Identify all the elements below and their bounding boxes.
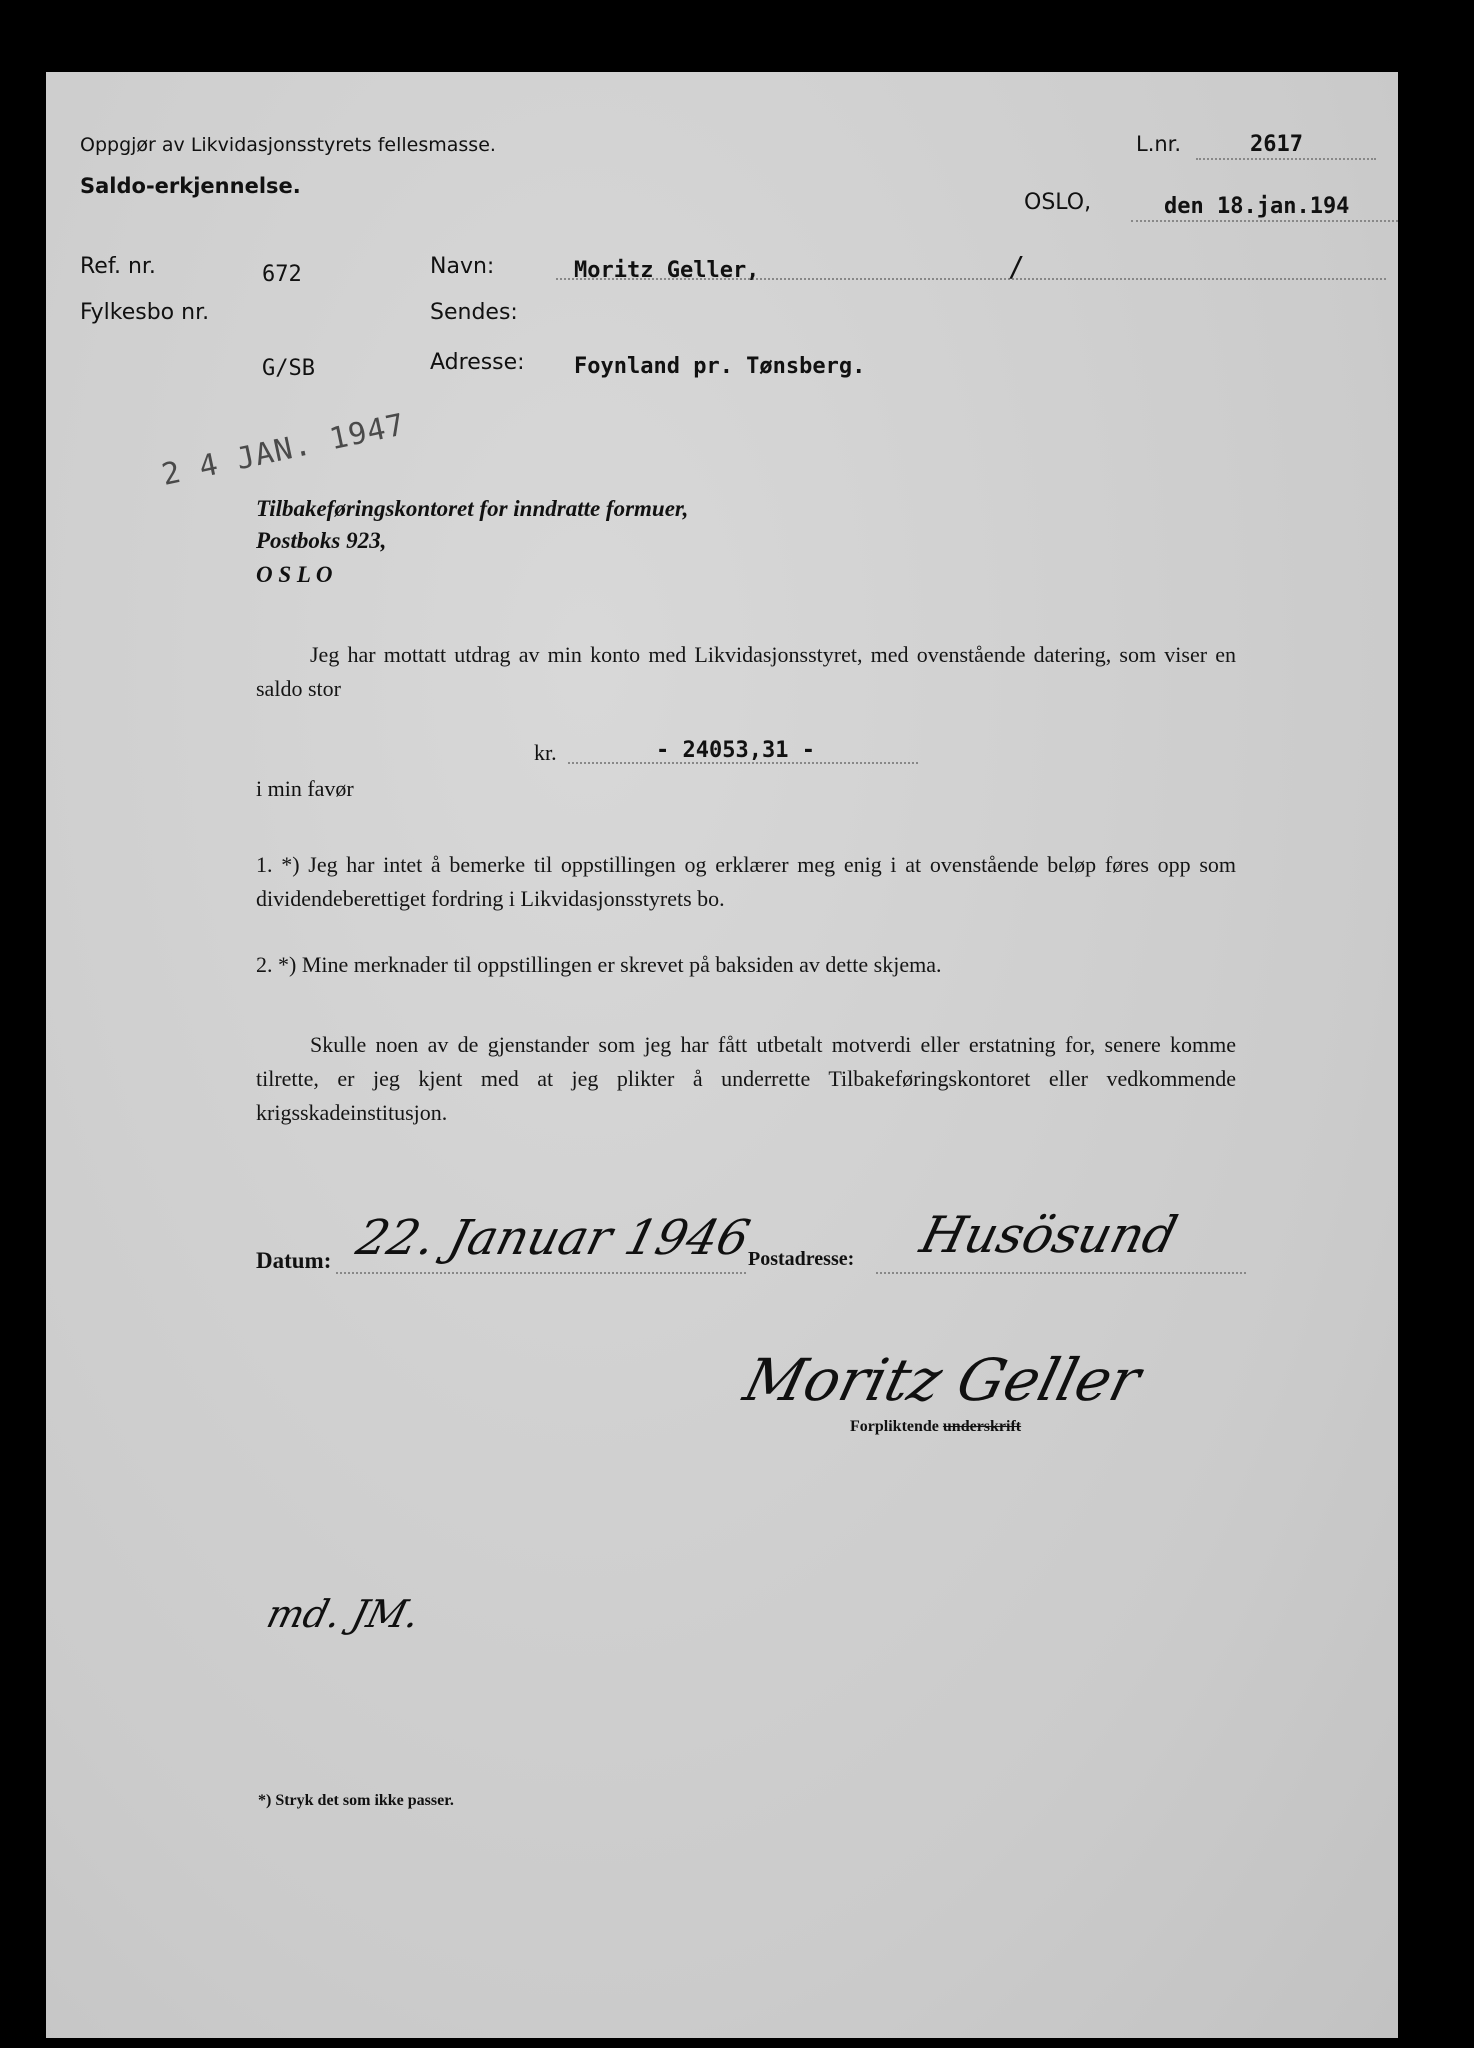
city-label: OSLO, — [1024, 190, 1092, 215]
form-subtitle: Saldo-erkjennelse. — [80, 174, 301, 198]
footnote: *) Stryk det som ikke passer. — [258, 1792, 454, 1809]
postadresse-label: Postadresse: — [748, 1248, 855, 1270]
option-2-paragraph: 2. *) Mine merknader til oppstillingen er skrevet på baksiden av dette skjema. — [256, 952, 942, 977]
signature-caption-forpliktende: Forpliktende — [850, 1418, 943, 1435]
addressee-line2: Postboks 923, — [256, 528, 387, 553]
amount-currency-label: kr. — [534, 740, 557, 765]
adresse-value: Foynland pr. Tønsberg. — [574, 354, 866, 379]
navn-value: Moritz Geller, — [574, 258, 760, 283]
amount-value: - 24053,31 - — [656, 738, 815, 763]
datum-dotted-line — [336, 1272, 746, 1274]
lnr-dotted-line — [1196, 158, 1376, 160]
option-1-paragraph: 1. *) Jeg har intet å bemerke til oppstillingen og erklærer meg enig i at ovenstående beløp føres opp som dividendeberettiget fordring i Likvidasjonsstyrets bo. — [256, 852, 1236, 911]
navn-mark: / — [1008, 250, 1025, 283]
addressee-line3: O S L O — [256, 562, 333, 587]
postadresse-handwritten: Husösund — [914, 1206, 1183, 1264]
signature: Moritz Geller — [737, 1346, 1148, 1414]
letter-date: den 18.jan.194 — [1164, 194, 1350, 219]
received-date-stamp: 2 4 JAN. 1947 — [158, 407, 409, 493]
ref-label: Ref. nr. — [80, 254, 156, 279]
navn-label: Navn: — [430, 254, 495, 279]
favor-text: i min favør — [256, 776, 354, 801]
ref-value: 672 — [262, 262, 302, 287]
postadresse-dotted-line — [876, 1272, 1246, 1274]
form-title: Oppgjør av Likvidasjonsstyrets fellesmasse. — [80, 134, 496, 156]
date-dotted-line — [1131, 220, 1398, 222]
signature-caption-underskrift: underskrift — [942, 1418, 1022, 1435]
fylkesbo-value: G/SB — [262, 356, 315, 381]
adresse-label: Adresse: — [430, 350, 525, 375]
lnr-value: 2617 — [1250, 132, 1303, 157]
document-page — [46, 72, 1398, 2038]
lnr-label: L.nr. — [1136, 132, 1182, 156]
datum-label: Datum: — [256, 1248, 332, 1273]
handwritten-initials: md. JM. — [262, 1592, 425, 1636]
signature-caption — [850, 1418, 1021, 1436]
datum-handwritten: 22. Januar 1946 — [351, 1210, 756, 1266]
closing-paragraph: Skulle noen av de gjenstander som jeg har fått utbetalt motverdi eller erstatning for, senere komme tilrette, er jeg kjent med at jeg plikter å underrette Tilbakeføringskontoret eller vedkommende krigsskadeinstitusjon. — [256, 1032, 1236, 1125]
addressee-line1: Tilbakeføringskontoret for inndratte formuer, — [256, 496, 689, 521]
fylkesbo-label: Fylkesbo nr. — [80, 300, 210, 325]
intro-paragraph: Jeg har mottatt utdrag av min konto med Likvidasjonsstyret, med ovenstående datering, som viser en saldo stor — [256, 642, 1236, 701]
sendes-label: Sendes: — [430, 300, 518, 325]
